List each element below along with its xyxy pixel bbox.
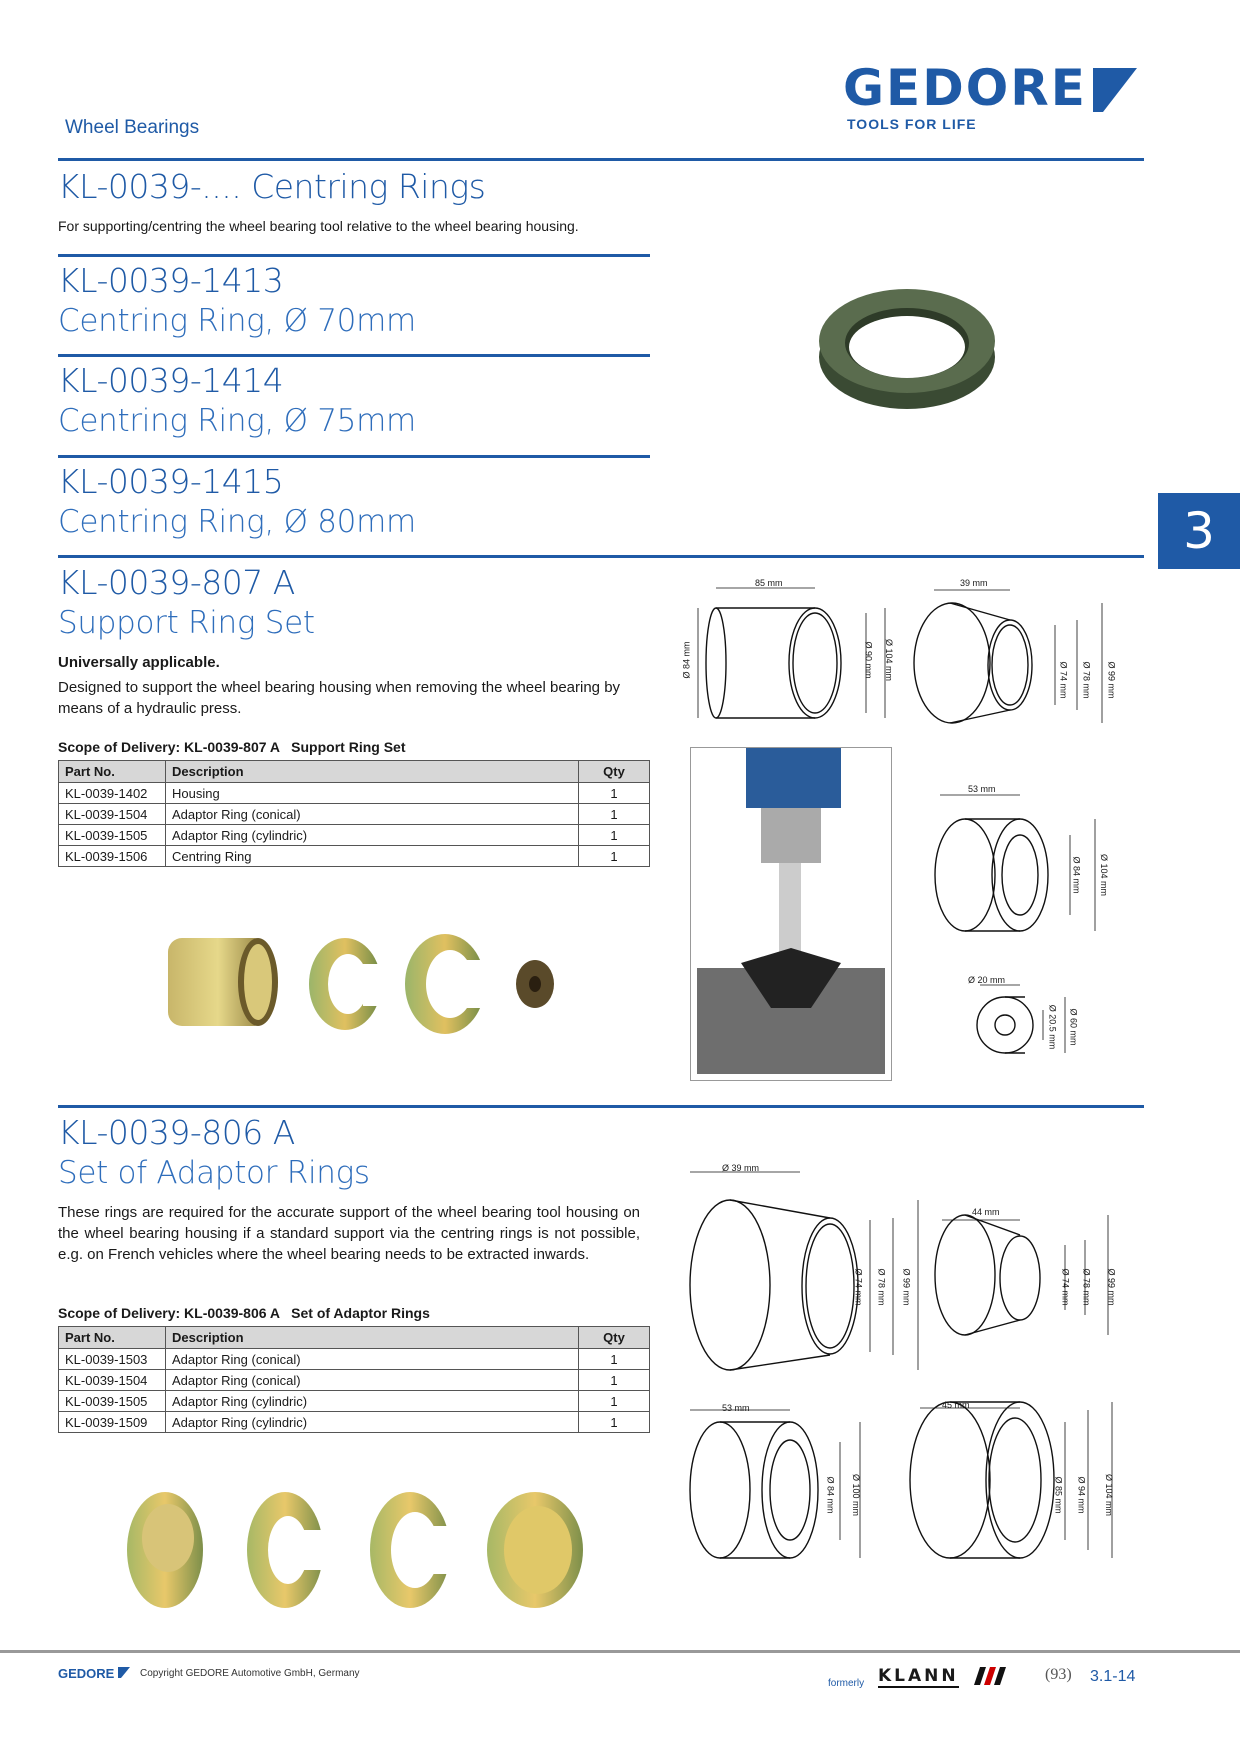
col-desc: Description [166, 1327, 579, 1349]
adaptor-set-image [120, 1488, 590, 1613]
cell-desc: Adaptor Ring (cylindric) [166, 1412, 579, 1433]
dim-b-len: 44 mm [972, 1207, 1000, 1217]
dim-housing-d1: Ø 84 mm [681, 641, 692, 679]
dim-housing-d3: Ø 104 mm [884, 638, 895, 682]
table-row [59, 1349, 650, 1370]
dim-c-len: 53 mm [722, 1403, 750, 1413]
cell-qty: 1 [579, 846, 650, 867]
code-1415: KL-0039-1415 [58, 462, 284, 501]
support-scope-title [58, 737, 405, 758]
code-807: KL-0039-807 A [58, 563, 295, 602]
footer-formerly: formerly [828, 1678, 865, 1689]
table-row [59, 1391, 650, 1412]
footer-wedge-icon [118, 1667, 130, 1678]
cell-part: KL-0039-1504 [59, 1370, 166, 1391]
footer-brand [58, 1666, 130, 1681]
table-row [59, 1370, 650, 1391]
col-part: Part No. [59, 1327, 166, 1349]
dim-centring-d1: Ø 20.5 mm [1047, 1004, 1058, 1050]
cell-part: KL-0039-1504 [59, 804, 166, 825]
support-description: Designed to support the wheel bearing housing when removing the wheel bearing by means of a hydraulic press. [58, 679, 621, 717]
cell-qty: 1 [579, 1349, 650, 1370]
footer-page-ref: (93) [1045, 1666, 1072, 1683]
dim-d-d1: Ø 85 mm [1053, 1476, 1064, 1514]
intro-name: Centring Rings [251, 167, 486, 206]
adaptor-scope-title [58, 1303, 430, 1324]
adaptor-parts-table [58, 1326, 650, 1433]
dim-a-d3: Ø 99 mm [901, 1268, 912, 1306]
cell-desc: Adaptor Ring (conical) [166, 1370, 579, 1391]
adaptor-description: These rings are required for the accurate support of the wheel bearing tool housing on the wheel bearing housing if a standard support via the centring rings is not possible, e.g. on French vehicles where the wheel bearing needs to be extracted inwards. [58, 1204, 640, 1263]
table-row [59, 783, 650, 804]
dim-conical-len: 39 mm [960, 578, 988, 588]
intro-title [58, 167, 485, 207]
dim-b-d2: Ø 78 mm [1081, 1268, 1092, 1306]
brand-wordmark: GEDORE [843, 59, 1087, 117]
dim-a-d2: Ø 78 mm [876, 1268, 887, 1306]
dim-centring-d2: Ø 60 mm [1068, 1008, 1079, 1046]
footer-rule [0, 1650, 1240, 1653]
name-807: Support Ring Set [58, 605, 315, 641]
dim-centring-d0: Ø 20 mm [968, 975, 1006, 985]
press-photo-frame [690, 747, 892, 1081]
support-scope-text: Scope of Delivery: KL-0039-807 A Support Ring Set [58, 739, 406, 755]
dim-cyl-len: 53 mm [968, 784, 996, 794]
cell-qty: 1 [579, 1412, 650, 1433]
table-header [59, 761, 650, 783]
dim-conical-d1: Ø 74 mm [1058, 661, 1069, 699]
dim-a-d1: Ø 74 mm [853, 1268, 864, 1306]
rule-806 [58, 1105, 1144, 1108]
code-1414: KL-0039-1414 [58, 361, 284, 400]
name-1415: Centring Ring, Ø 80mm [58, 504, 416, 540]
adaptor-scope-text: Scope of Delivery: KL-0039-806 A Set of Adaptor Rings [58, 1305, 430, 1321]
dim-cyl-d1: Ø 84 mm [1071, 856, 1082, 894]
code-806: KL-0039-806 A [58, 1113, 295, 1152]
code-1413: KL-0039-1413 [58, 261, 284, 300]
cell-qty: 1 [579, 825, 650, 846]
table-row [59, 846, 650, 867]
press-photo [691, 748, 891, 1080]
dim-b-d3: Ø 99 mm [1106, 1268, 1117, 1306]
col-qty: Qty [579, 761, 650, 783]
dim-d-d3: Ø 104 mm [1104, 1473, 1115, 1517]
cell-part: KL-0039-1506 [59, 846, 166, 867]
centring-ring-image [815, 283, 1000, 413]
cell-qty: 1 [579, 1370, 650, 1391]
rule-807 [58, 555, 1144, 558]
section-title: Wheel Bearings [65, 117, 200, 138]
cell-part: KL-0039-1505 [59, 825, 166, 846]
footer-page-number: 3.1-14 [1090, 1668, 1136, 1685]
cell-desc: Centring Ring [166, 846, 579, 867]
support-tagline: Universally applicable. [58, 654, 220, 671]
header-rule [58, 158, 1144, 161]
dim-d-d2: Ø 94 mm [1076, 1476, 1087, 1514]
name-806: Set of Adaptor Rings [58, 1155, 370, 1191]
cell-desc: Adaptor Ring (conical) [166, 804, 579, 825]
brand-tagline: TOOLS FOR LIFE [847, 116, 977, 132]
dim-c-d1: Ø 84 mm [825, 1476, 836, 1514]
table-row [59, 804, 650, 825]
klann-wordmark: KLANN [878, 1666, 959, 1686]
dim-a-len: Ø 39 mm [722, 1163, 760, 1173]
cell-desc: Housing [166, 783, 579, 804]
table-row [59, 825, 650, 846]
cell-qty: 1 [579, 783, 650, 804]
adaptor-dimension-drawings [680, 1160, 1150, 1580]
dim-cyl-d2: Ø 104 mm [1099, 853, 1110, 897]
cell-desc: Adaptor Ring (cylindric) [166, 825, 579, 846]
table-header [59, 1327, 650, 1349]
rule-1415 [58, 455, 650, 458]
cell-part: KL-0039-1509 [59, 1412, 166, 1433]
footer-copyright: Copyright GEDORE Automotive GmbH, Germany [140, 1668, 360, 1679]
cell-desc: Adaptor Ring (conical) [166, 1349, 579, 1370]
chapter-tab: 3 [1158, 493, 1240, 569]
support-set-image [160, 920, 570, 1050]
dim-conical-d3: Ø 99 mm [1106, 661, 1117, 699]
cell-part: KL-0039-1402 [59, 783, 166, 804]
klann-logo [878, 1666, 1010, 1686]
rule-1413 [58, 254, 650, 257]
rule-1414 [58, 354, 650, 357]
cell-desc: Adaptor Ring (cylindric) [166, 1391, 579, 1412]
footer-brand-text: GEDORE [58, 1666, 115, 1681]
cell-qty: 1 [579, 1391, 650, 1412]
dim-conical-d2: Ø 78 mm [1081, 661, 1092, 699]
cell-part: KL-0039-1503 [59, 1349, 166, 1370]
gedore-logo [843, 59, 1143, 132]
dim-b-d1: Ø 74 mm [1060, 1268, 1071, 1306]
support-parts-table [58, 760, 650, 867]
table-row [59, 1412, 650, 1433]
name-1413: Centring Ring, Ø 70mm [58, 303, 416, 339]
cell-part: KL-0039-1505 [59, 1391, 166, 1412]
dim-housing-d2: Ø 90 mm [863, 641, 874, 679]
klann-stripes-icon [974, 1667, 1010, 1685]
logo-wedge-icon [1093, 68, 1137, 112]
cell-qty: 1 [579, 804, 650, 825]
name-1414: Centring Ring, Ø 75mm [58, 403, 416, 439]
dim-d-len: 45 mm [942, 1400, 970, 1410]
dim-housing-len: 85 mm [755, 578, 783, 588]
intro-description: For supporting/centring the wheel bearing tool relative to the wheel bearing housing. [58, 218, 579, 234]
col-desc: Description [166, 761, 579, 783]
dim-c-d2: Ø 100 mm [851, 1473, 862, 1517]
col-qty: Qty [579, 1327, 650, 1349]
intro-code: KL-0039-.... [58, 167, 242, 206]
col-part: Part No. [59, 761, 166, 783]
